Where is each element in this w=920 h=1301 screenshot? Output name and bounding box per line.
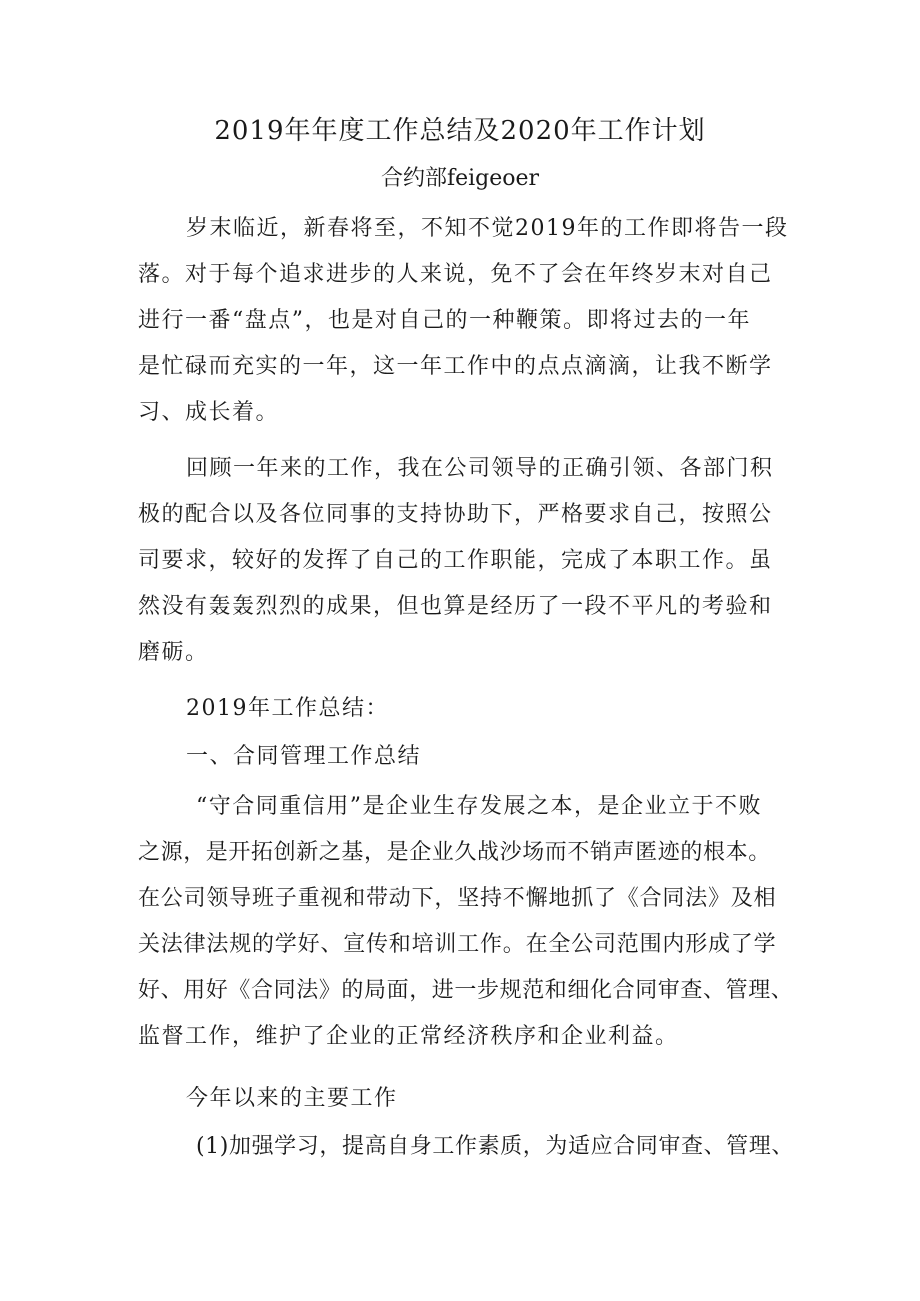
paragraph-line: 是忙碌而充实的一年，这一年工作中的点点滴滴，让我不断学 — [138, 354, 773, 379]
paragraph-line: 之源，是开拓创新之基，是企业久战沙场而不销声匿迹的根本。 — [138, 840, 771, 865]
paragraph-line: 回顾一年来的工作，我在公司领导的正确引领、各部门积 — [186, 456, 774, 481]
subsection-heading: 今年以来的主要工作 — [186, 1086, 398, 1111]
paragraph-line: 习、成长着。 — [138, 400, 280, 425]
section-heading: 2019年工作总结： — [186, 696, 389, 721]
paragraph-line: 极的配合以及各位同事的支持协助下，严格要求自己，按照公 — [138, 502, 773, 527]
department-author: 合约部feigeoer — [380, 166, 540, 191]
paragraph-line: 然没有轰轰烈烈的成果，但也算是经历了一段不平凡的考验和 — [138, 594, 773, 619]
paragraph-line: 在公司领导班子重视和带动下，坚持不懈地抓了《合同法》及相 — [138, 886, 777, 911]
numbered-item: (1)加强学习，提高自身工作素质，为适应合同审查、管理、 — [196, 1134, 794, 1159]
paragraph-line: 落。对于每个追求进步的人来说，免不了会在年终岁末对自己 — [138, 262, 773, 287]
document-title: 2019年年度工作总结及2020年工作计划 — [214, 116, 706, 146]
paragraph-line: 监督工作，维护了企业的正常经济秩序和企业利益。 — [138, 1024, 679, 1049]
subsection-heading: 一、合同管理工作总结 — [186, 744, 422, 769]
paragraph-line: 好、用好《合同法》的局面，进一步规范和细化合同审查、管理、 — [138, 978, 794, 1003]
paragraph-line: 关法律法规的学好、宣传和培训工作。在全公司范围内形成了学 — [138, 932, 777, 957]
paragraph-line: “守合同重信用”是企业生存发展之本，是企业立于不败 — [196, 794, 762, 819]
paragraph-line: 岁末临近，新春将至，不知不觉2019年的工作即将告一段 — [186, 216, 789, 241]
paragraph-line: 进行一番“盘点”，也是对自己的一种鞭策。即将过去的一年 — [138, 308, 751, 333]
paragraph-line: 磨砺。 — [138, 640, 209, 665]
paragraph-line: 司要求，较好的发挥了自己的工作职能，完成了本职工作。虽 — [138, 548, 773, 573]
